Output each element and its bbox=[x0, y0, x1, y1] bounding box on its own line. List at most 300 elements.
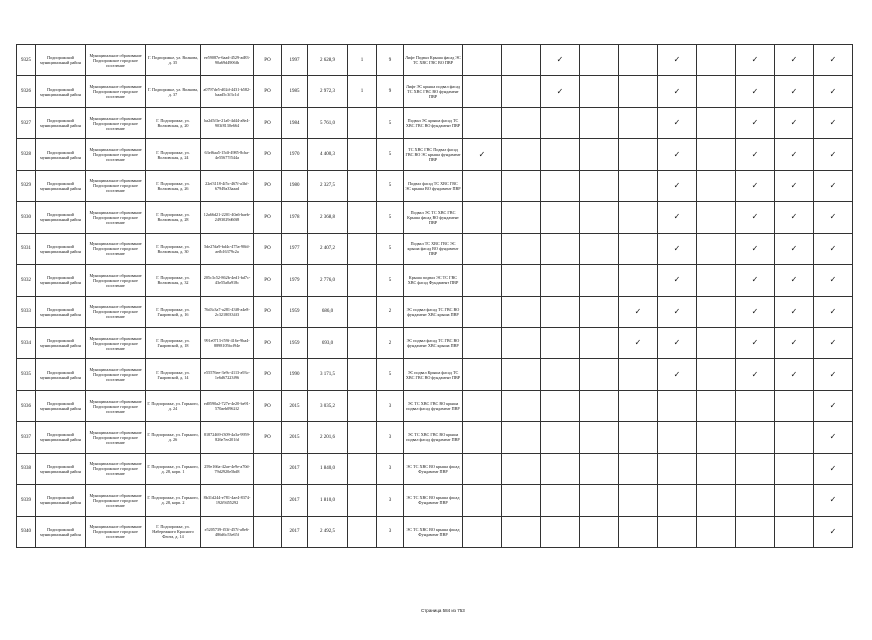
area-cell: 2 776,0 bbox=[308, 265, 348, 296]
check-cell bbox=[775, 233, 814, 264]
check-cell bbox=[619, 359, 658, 390]
check-cell bbox=[736, 296, 775, 327]
uuid-cell: 8b31d244-e781-4ae4-8374-192f9455292 bbox=[201, 485, 254, 516]
uuid-cell: a0797de5-d02d-4431-b582-baad5c3f3c1d bbox=[201, 76, 254, 107]
check-cell bbox=[541, 485, 580, 516]
table-row bbox=[17, 265, 853, 296]
check-cell bbox=[541, 453, 580, 484]
check-cell bbox=[541, 265, 580, 296]
checkmark-icon: ✓ bbox=[829, 495, 837, 505]
check-cell bbox=[736, 233, 775, 264]
check-cell bbox=[502, 390, 541, 421]
checkmark-icon: ✓ bbox=[829, 149, 837, 159]
district-cell: Подпорожский муниципальный район bbox=[36, 76, 86, 107]
checkmark-icon: ✓ bbox=[829, 369, 837, 379]
check-cell bbox=[619, 107, 658, 138]
check-cell bbox=[463, 107, 502, 138]
check-cell bbox=[658, 485, 697, 516]
table-row bbox=[17, 516, 853, 547]
check-cell bbox=[658, 390, 697, 421]
checkmark-icon: ✓ bbox=[790, 118, 798, 128]
type-cell: РО bbox=[254, 139, 282, 170]
count-cell bbox=[348, 359, 377, 390]
uuid-cell: ba2d5f3e-21a0-4d44-a8e4-903f8130e664 bbox=[201, 107, 254, 138]
address-cell: Г. Подпорожье, ул. Волховская, д. 24 bbox=[146, 139, 201, 170]
check-cell bbox=[658, 327, 697, 358]
check-cell bbox=[580, 265, 619, 296]
checkmark-icon: ✓ bbox=[829, 275, 837, 285]
checkmark-icon: ✓ bbox=[673, 180, 681, 190]
checkmark-icon: ✓ bbox=[790, 338, 798, 348]
checkmark-icon: ✓ bbox=[790, 149, 798, 159]
checkmark-icon: ✓ bbox=[751, 180, 759, 190]
works-cell: ЭС подвал фасад ТС ГВС ВО фундамент ХВС крыша ПВР bbox=[404, 296, 463, 327]
check-cell bbox=[775, 170, 814, 201]
check-cell bbox=[775, 139, 814, 170]
checkmark-icon: ✓ bbox=[751, 86, 759, 96]
check-cell bbox=[580, 327, 619, 358]
check-cell bbox=[658, 139, 697, 170]
address-cell: Г. Подпорожье, ул. Горького, д. 26 bbox=[146, 422, 201, 453]
type-cell: РО bbox=[254, 202, 282, 233]
year-cell: 2017 bbox=[282, 485, 308, 516]
floors-cell: 5 bbox=[377, 265, 404, 296]
district-cell: Подпорожский муниципальный район bbox=[36, 170, 86, 201]
address-cell: Г. Подпорожье, ул. Волховская, д. 28 bbox=[146, 202, 201, 233]
uuid-cell: 76d3c3a7-a281-43f8-a4e8-2c32180334f3 bbox=[201, 296, 254, 327]
checkmark-icon: ✓ bbox=[673, 149, 681, 159]
check-cell bbox=[619, 327, 658, 358]
check-cell bbox=[619, 139, 658, 170]
works-cell: ЭС ТС ХВС ВО крыша фасад Фундамент ПВР bbox=[404, 453, 463, 484]
check-cell bbox=[814, 516, 853, 547]
address-cell: Г. Подпорожье, ул. Волховская, д. 26 bbox=[146, 170, 201, 201]
floors-cell: 2 bbox=[377, 327, 404, 358]
check-cell bbox=[697, 107, 736, 138]
row-number: 9333 bbox=[17, 296, 36, 327]
type-cell: РО bbox=[254, 45, 282, 76]
check-cell bbox=[463, 327, 502, 358]
address-cell: Г. Подпорожье, ул. Горького, д. 28, корп. 1 bbox=[146, 453, 201, 484]
check-cell bbox=[775, 45, 814, 76]
works-cell: ЭС ТС ХВС ГВС ВО крыша подвал фасад фундамент ПВР bbox=[404, 422, 463, 453]
check-cell bbox=[619, 422, 658, 453]
municipality-cell: Муниципальное образование Подпорожское городское поселение bbox=[86, 485, 146, 516]
municipality-cell: Муниципальное образование Подпорожское городское поселение bbox=[86, 170, 146, 201]
check-cell bbox=[541, 422, 580, 453]
checkmark-icon: ✓ bbox=[829, 463, 837, 473]
check-cell bbox=[463, 516, 502, 547]
municipality-cell: Муниципальное образование Подпорожское городское поселение bbox=[86, 327, 146, 358]
check-cell bbox=[619, 265, 658, 296]
check-cell bbox=[658, 76, 697, 107]
uuid-cell: 12a66d21-2201-40a6-baeb-2493029d60f8 bbox=[201, 202, 254, 233]
checkmark-icon: ✓ bbox=[673, 212, 681, 222]
check-cell bbox=[619, 233, 658, 264]
check-cell bbox=[736, 265, 775, 296]
year-cell: 1980 bbox=[282, 170, 308, 201]
area-cell: 2 628,9 bbox=[308, 45, 348, 76]
check-cell bbox=[736, 453, 775, 484]
checkmark-icon: ✓ bbox=[673, 338, 681, 348]
check-cell bbox=[736, 139, 775, 170]
works-cell: Подвал фасад ТС ХВС ГВС ЭС крыша ВО фундамент ПВР bbox=[404, 170, 463, 201]
checkmark-icon: ✓ bbox=[790, 243, 798, 253]
check-cell bbox=[502, 516, 541, 547]
district-cell: Подпорожский муниципальный район bbox=[36, 139, 86, 170]
municipality-cell: Муниципальное образование Подпорожское городское поселение bbox=[86, 390, 146, 421]
count-cell bbox=[348, 390, 377, 421]
table-row bbox=[17, 485, 853, 516]
address-cell: Г. Подпорожье, ул. Гнаровской, д. 18 bbox=[146, 327, 201, 358]
check-cell bbox=[697, 422, 736, 453]
checkmark-icon: ✓ bbox=[751, 55, 759, 65]
uuid-cell: 81872469-f309-4a3a-9959-826e7ee201fd bbox=[201, 422, 254, 453]
year-cell: 1978 bbox=[282, 202, 308, 233]
check-cell bbox=[541, 202, 580, 233]
check-cell bbox=[736, 327, 775, 358]
works-cell: Подвал ТС ХВС ГВС ЭС крыша фасад ВО фундамент ПВР bbox=[404, 233, 463, 264]
check-cell bbox=[697, 233, 736, 264]
check-cell bbox=[580, 170, 619, 201]
checkmark-icon: ✓ bbox=[673, 306, 681, 316]
check-cell bbox=[697, 170, 736, 201]
area-cell: 5 761,0 bbox=[308, 107, 348, 138]
municipality-cell: Муниципальное образование Подпорожское городское поселение bbox=[86, 296, 146, 327]
type-cell bbox=[254, 516, 282, 547]
works-cell: Лифт ЭС крыша подвал фасад ТС ХВС ГВС ВО фундамент ПВР bbox=[404, 76, 463, 107]
check-cell bbox=[775, 453, 814, 484]
check-cell bbox=[814, 202, 853, 233]
check-cell bbox=[697, 485, 736, 516]
district-cell: Подпорожский муниципальный район bbox=[36, 296, 86, 327]
check-cell bbox=[697, 265, 736, 296]
checkmark-icon: ✓ bbox=[790, 306, 798, 316]
check-cell bbox=[502, 76, 541, 107]
year-cell: 1970 bbox=[282, 139, 308, 170]
works-cell: ТС ХВС ГВС Подвал фасад ГВС ВО ЭС крыша фундамент ПВР bbox=[404, 139, 463, 170]
check-cell bbox=[541, 327, 580, 358]
row-number: 9329 bbox=[17, 170, 36, 201]
check-cell bbox=[814, 233, 853, 264]
check-cell bbox=[697, 453, 736, 484]
municipality-cell: Муниципальное образование Подпорожское городское поселение bbox=[86, 453, 146, 484]
floors-cell: 5 bbox=[377, 107, 404, 138]
check-cell bbox=[502, 422, 541, 453]
check-cell bbox=[463, 296, 502, 327]
type-cell: РО bbox=[254, 296, 282, 327]
floors-cell: 3 bbox=[377, 516, 404, 547]
check-cell bbox=[463, 453, 502, 484]
row-number: 9332 bbox=[17, 265, 36, 296]
housing-register-table bbox=[16, 44, 853, 548]
check-cell bbox=[502, 453, 541, 484]
check-cell bbox=[658, 107, 697, 138]
floors-cell: 3 bbox=[377, 422, 404, 453]
count-cell: 1 bbox=[348, 45, 377, 76]
checkmark-icon: ✓ bbox=[829, 180, 837, 190]
check-cell bbox=[541, 516, 580, 547]
check-cell bbox=[463, 202, 502, 233]
check-cell bbox=[814, 359, 853, 390]
floors-cell: 9 bbox=[377, 45, 404, 76]
area-cell: 2 972,3 bbox=[308, 76, 348, 107]
floors-cell: 5 bbox=[377, 233, 404, 264]
check-cell bbox=[697, 390, 736, 421]
checkmark-icon: ✓ bbox=[829, 432, 837, 442]
year-cell: 1984 bbox=[282, 107, 308, 138]
district-cell: Подпорожский муниципальный район bbox=[36, 327, 86, 358]
uuid-cell: 259e166a-42ae-4e9e-a70d-79d2920e5bd8 bbox=[201, 453, 254, 484]
check-cell bbox=[775, 359, 814, 390]
count-cell bbox=[348, 296, 377, 327]
page-footer: Страница 584 из 753 bbox=[421, 608, 465, 613]
area-cell: 4 400,3 bbox=[308, 139, 348, 170]
check-cell bbox=[619, 170, 658, 201]
uuid-cell: e55576ee-3e9c-4113-a93c-1e6d67223f96 bbox=[201, 359, 254, 390]
works-cell: Подвал ЭС крыша фасад ТС ХВС ГВС ВО фундамент ПВР bbox=[404, 107, 463, 138]
table-body bbox=[17, 45, 853, 548]
row-number: 9338 bbox=[17, 453, 36, 484]
floors-cell: 5 bbox=[377, 170, 404, 201]
count-cell bbox=[348, 485, 377, 516]
table-row bbox=[17, 359, 853, 390]
address-cell: Г. Подпорожье, ул. Горького, д. 24 bbox=[146, 390, 201, 421]
check-cell bbox=[658, 422, 697, 453]
count-cell bbox=[348, 107, 377, 138]
area-cell: 2 201,6 bbox=[308, 422, 348, 453]
check-cell bbox=[463, 76, 502, 107]
works-cell: ЭС подвал Крыша фасад ТС ХВС ГВС ВО фундамент ПВР bbox=[404, 359, 463, 390]
checkmark-icon: ✓ bbox=[829, 118, 837, 128]
check-cell bbox=[580, 139, 619, 170]
check-cell bbox=[814, 170, 853, 201]
checkmark-icon: ✓ bbox=[829, 401, 837, 411]
checkmark-icon: ✓ bbox=[790, 369, 798, 379]
year-cell: 2015 bbox=[282, 390, 308, 421]
check-cell bbox=[541, 76, 580, 107]
area-cell: 2 492,5 bbox=[308, 516, 348, 547]
address-cell: Г. Подпорожье, ул. Волкова, д. 35 bbox=[146, 45, 201, 76]
checkmark-icon: ✓ bbox=[673, 55, 681, 65]
works-cell: Подвал ЭС ТС ХВС ГВС Крыша фасад ВО фундамент ПВР bbox=[404, 202, 463, 233]
checkmark-icon: ✓ bbox=[829, 212, 837, 222]
address-cell: Г. Подпорожье, ул. Гнаровской, д. 14 bbox=[146, 359, 201, 390]
address-cell: Г. Подпорожье, ул. Волкова, д. 37 bbox=[146, 76, 201, 107]
type-cell: РО bbox=[254, 265, 282, 296]
row-number: 9334 bbox=[17, 327, 36, 358]
check-cell bbox=[736, 76, 775, 107]
checkmark-icon: ✓ bbox=[751, 212, 759, 222]
municipality-cell: Муниципальное образование Подпорожское городское поселение bbox=[86, 422, 146, 453]
area-cell: 686,0 bbox=[308, 296, 348, 327]
uuid-cell: e5205739-f53f-457f-a8e6-486d6c53e65f bbox=[201, 516, 254, 547]
uuid-cell: ed0590a2-727e-4e20-be91-570aeb0962f2 bbox=[201, 390, 254, 421]
uuid-cell: 205c3c52-862b-4ed1-bd7c-43e55a0a918c bbox=[201, 265, 254, 296]
check-cell bbox=[814, 327, 853, 358]
address-cell: Г. Подпорожье, ул. Волховская, д. 32 bbox=[146, 265, 201, 296]
table-row bbox=[17, 139, 853, 170]
check-cell bbox=[580, 202, 619, 233]
check-cell bbox=[580, 233, 619, 264]
municipality-cell: Муниципальное образование Подпорожское городское поселение bbox=[86, 76, 146, 107]
check-cell bbox=[541, 296, 580, 327]
address-cell: Г. Подпорожье, ул. Набережного Красного Флота, д. 14 bbox=[146, 516, 201, 547]
row-number: 9337 bbox=[17, 422, 36, 453]
checkmark-icon: ✓ bbox=[478, 149, 486, 159]
check-cell bbox=[502, 327, 541, 358]
table-row bbox=[17, 327, 853, 358]
check-cell bbox=[541, 107, 580, 138]
check-cell bbox=[775, 422, 814, 453]
district-cell: Подпорожский муниципальный район bbox=[36, 485, 86, 516]
checkmark-icon: ✓ bbox=[829, 55, 837, 65]
check-cell bbox=[736, 422, 775, 453]
count-cell bbox=[348, 265, 377, 296]
table-row bbox=[17, 202, 853, 233]
district-cell: Подпорожский муниципальный район bbox=[36, 453, 86, 484]
table-row bbox=[17, 107, 853, 138]
checkmark-icon: ✓ bbox=[673, 118, 681, 128]
type-cell: РО bbox=[254, 107, 282, 138]
works-cell: Лифт Подвал Крыша фасад ЭС ТС ХВС ГВС ВО ПВР bbox=[404, 45, 463, 76]
check-cell bbox=[580, 296, 619, 327]
check-cell bbox=[541, 390, 580, 421]
check-cell bbox=[580, 485, 619, 516]
checkmark-icon: ✓ bbox=[751, 149, 759, 159]
check-cell bbox=[619, 45, 658, 76]
row-number: 9339 bbox=[17, 485, 36, 516]
type-cell: РО bbox=[254, 422, 282, 453]
check-cell bbox=[463, 422, 502, 453]
check-cell bbox=[463, 390, 502, 421]
area-cell: 2 368,8 bbox=[308, 202, 348, 233]
count-cell bbox=[348, 422, 377, 453]
check-cell bbox=[814, 139, 853, 170]
check-cell bbox=[775, 202, 814, 233]
check-cell bbox=[658, 453, 697, 484]
check-cell bbox=[463, 359, 502, 390]
check-cell bbox=[541, 45, 580, 76]
check-cell bbox=[775, 327, 814, 358]
check-cell bbox=[736, 485, 775, 516]
check-cell bbox=[541, 139, 580, 170]
count-cell bbox=[348, 139, 377, 170]
floors-cell: 5 bbox=[377, 359, 404, 390]
check-cell bbox=[619, 485, 658, 516]
check-cell bbox=[775, 76, 814, 107]
checkmark-icon: ✓ bbox=[790, 212, 798, 222]
check-cell bbox=[658, 359, 697, 390]
area-cell: 1 810,0 bbox=[308, 485, 348, 516]
check-cell bbox=[541, 233, 580, 264]
check-cell bbox=[658, 45, 697, 76]
type-cell: РО bbox=[254, 76, 282, 107]
check-cell bbox=[502, 485, 541, 516]
check-cell bbox=[502, 233, 541, 264]
check-cell bbox=[463, 233, 502, 264]
district-cell: Подпорожский муниципальный район bbox=[36, 202, 86, 233]
type-cell bbox=[254, 453, 282, 484]
district-cell: Подпорожский муниципальный район bbox=[36, 359, 86, 390]
check-cell bbox=[697, 296, 736, 327]
type-cell: РО bbox=[254, 170, 282, 201]
check-cell bbox=[658, 202, 697, 233]
check-cell bbox=[580, 422, 619, 453]
check-cell bbox=[619, 390, 658, 421]
check-cell bbox=[619, 76, 658, 107]
row-number: 9330 bbox=[17, 202, 36, 233]
check-cell bbox=[580, 107, 619, 138]
district-cell: Подпорожский муниципальный район bbox=[36, 107, 86, 138]
district-cell: Подпорожский муниципальный район bbox=[36, 390, 86, 421]
check-cell bbox=[697, 139, 736, 170]
check-cell bbox=[502, 202, 541, 233]
works-cell: ЭС ТС ХВС ГВС ВО крыша подвал фасад фундамент ПВР bbox=[404, 390, 463, 421]
check-cell bbox=[697, 202, 736, 233]
checkmark-icon: ✓ bbox=[790, 275, 798, 285]
check-cell bbox=[541, 359, 580, 390]
year-cell: 1997 bbox=[282, 45, 308, 76]
register-table-container bbox=[16, 44, 853, 548]
check-cell bbox=[463, 485, 502, 516]
municipality-cell: Муниципальное образование Подпорожское городское поселение bbox=[86, 45, 146, 76]
floors-cell: 2 bbox=[377, 296, 404, 327]
check-cell bbox=[502, 107, 541, 138]
works-cell: ЭС подвал фасад ТС ГВС ВО фундамент ХВС крыша ПВР bbox=[404, 327, 463, 358]
table-row bbox=[17, 296, 853, 327]
check-cell bbox=[736, 359, 775, 390]
check-cell bbox=[697, 516, 736, 547]
row-number: 9335 bbox=[17, 359, 36, 390]
table-row bbox=[17, 76, 853, 107]
check-cell bbox=[502, 45, 541, 76]
check-cell bbox=[814, 107, 853, 138]
row-number: 9326 bbox=[17, 76, 36, 107]
year-cell: 2017 bbox=[282, 516, 308, 547]
year-cell: 1985 bbox=[282, 76, 308, 107]
municipality-cell: Муниципальное образование Подпорожское городское поселение bbox=[86, 359, 146, 390]
floors-cell: 3 bbox=[377, 485, 404, 516]
count-cell bbox=[348, 202, 377, 233]
area-cell: 693,0 bbox=[308, 327, 348, 358]
checkmark-icon: ✓ bbox=[751, 369, 759, 379]
check-cell bbox=[658, 516, 697, 547]
count-cell bbox=[348, 170, 377, 201]
check-cell bbox=[619, 453, 658, 484]
check-cell bbox=[580, 359, 619, 390]
check-cell bbox=[580, 45, 619, 76]
row-number: 9336 bbox=[17, 390, 36, 421]
checkmark-icon: ✓ bbox=[673, 275, 681, 285]
check-cell bbox=[814, 45, 853, 76]
municipality-cell: Муниципальное образование Подпорожское городское поселение bbox=[86, 516, 146, 547]
district-cell: Подпорожский муниципальный район bbox=[36, 233, 86, 264]
row-number: 9331 bbox=[17, 233, 36, 264]
checkmark-icon: ✓ bbox=[673, 243, 681, 253]
check-cell bbox=[541, 170, 580, 201]
uuid-cell: 63ef6aa5-15df-4985-8cba-4e55677f544a bbox=[201, 139, 254, 170]
uuid-cell: ee59087e-6aad-4529-ad83-90a69d4906fb bbox=[201, 45, 254, 76]
year-cell: 1990 bbox=[282, 359, 308, 390]
checkmark-icon: ✓ bbox=[556, 86, 564, 96]
check-cell bbox=[697, 327, 736, 358]
check-cell bbox=[580, 390, 619, 421]
check-cell bbox=[775, 107, 814, 138]
check-cell bbox=[697, 359, 736, 390]
check-cell bbox=[814, 265, 853, 296]
check-cell bbox=[463, 170, 502, 201]
